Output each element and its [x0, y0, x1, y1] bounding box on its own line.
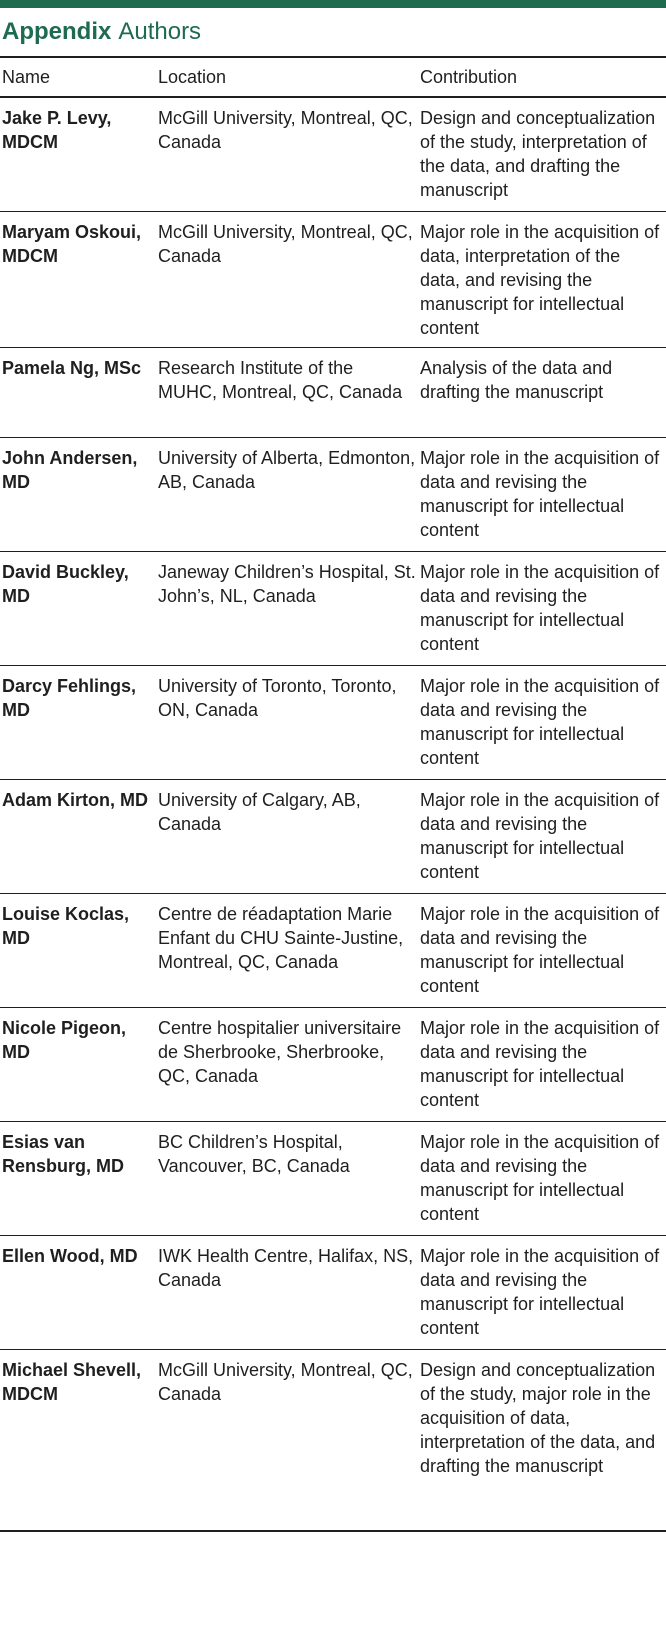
- author-contribution: Major role in the acquisition of data and revising the manuscript for intellectual content: [418, 1235, 666, 1349]
- author-name: Esias van Rensburg, MD: [0, 1121, 156, 1235]
- author-contribution: Major role in the acquisition of data and revising the manuscript for intellectual content: [418, 779, 666, 893]
- table-row: [0, 779, 666, 893]
- author-name: Ellen Wood, MD: [0, 1235, 156, 1349]
- author-contribution: Major role in the acquisition of data and revising the manuscript for intellectual content: [418, 551, 666, 665]
- author-location: University of Alberta, Edmonton, AB, Canada: [156, 437, 418, 551]
- table-row: [0, 97, 666, 211]
- author-location: IWK Health Centre, Halifax, NS, Canada: [156, 1235, 418, 1349]
- appendix-label: Appendix: [2, 18, 112, 45]
- author-name: Darcy Fehlings, MD: [0, 665, 156, 779]
- author-location: McGill University, Montreal, QC, Canada: [156, 1349, 418, 1531]
- author-contribution: Design and conceptualization of the study, interpretation of the data, and drafting the manuscript: [418, 97, 666, 211]
- appendix-title: Authors: [118, 18, 202, 45]
- author-location: McGill University, Montreal, QC, Canada: [156, 211, 418, 347]
- author-contribution: Major role in the acquisition of data and revising the manuscript for intellectual content: [418, 665, 666, 779]
- author-name: John Andersen, MD: [0, 437, 156, 551]
- author-location: McGill University, Montreal, QC, Canada: [156, 97, 418, 211]
- column-header-contribution: Contribution: [418, 57, 666, 97]
- author-contribution: Major role in the acquisition of data, interpretation of the data, and revising the manuscript for intellectual content: [418, 211, 666, 347]
- author-location: University of Calgary, AB, Canada: [156, 779, 418, 893]
- author-contribution: Major role in the acquisition of data and revising the manuscript for intellectual content: [418, 893, 666, 1007]
- author-contribution: Major role in the acquisition of data and revising the manuscript for intellectual content: [418, 437, 666, 551]
- column-header-location: Location: [156, 57, 418, 97]
- column-header-name: Name: [0, 57, 156, 97]
- author-contribution: Major role in the acquisition of data and revising the manuscript for intellectual content: [418, 1121, 666, 1235]
- author-name: Maryam Oskoui, MDCM: [0, 211, 156, 347]
- authors-table: [0, 56, 666, 1532]
- table-row: [0, 893, 666, 1007]
- author-location: Centre de réadaptation Marie Enfant du CHU Sainte-Justine, Montreal, QC, Canada: [156, 893, 418, 1007]
- table-row: [0, 437, 666, 551]
- table-row: [0, 1349, 666, 1531]
- table-header-row: [0, 57, 666, 97]
- author-location: University of Toronto, Toronto, ON, Canada: [156, 665, 418, 779]
- table-row: [0, 211, 666, 347]
- author-location: BC Children’s Hospital, Vancouver, BC, Canada: [156, 1121, 418, 1235]
- table-row: [0, 551, 666, 665]
- author-name: Pamela Ng, MSc: [0, 347, 156, 437]
- author-contribution: Analysis of the data and drafting the manuscript: [418, 347, 666, 437]
- table-row: [0, 1007, 666, 1121]
- table-row: [0, 665, 666, 779]
- author-location: Janeway Children’s Hospital, St. John’s, NL, Canada: [156, 551, 418, 665]
- author-name: Jake P. Levy, MDCM: [0, 97, 156, 211]
- table-row: [0, 347, 666, 437]
- author-location: Centre hospitalier universitaire de Sherbrooke, Sherbrooke, QC, Canada: [156, 1007, 418, 1121]
- table-row: [0, 1121, 666, 1235]
- author-location: Research Institute of the MUHC, Montreal, QC, Canada: [156, 347, 418, 437]
- author-name: Nicole Pigeon, MD: [0, 1007, 156, 1121]
- table-row: [0, 1235, 666, 1349]
- author-contribution: Design and conceptualization of the study, major role in the acquisition of data, interpretation of the data, and drafting the manuscript: [418, 1349, 666, 1531]
- top-accent-rule: [0, 0, 666, 8]
- author-name: Louise Koclas, MD: [0, 893, 156, 1007]
- author-name: Adam Kirton, MD: [0, 779, 156, 893]
- author-name: David Buckley, MD: [0, 551, 156, 665]
- author-contribution: Major role in the acquisition of data and revising the manuscript for intellectual content: [418, 1007, 666, 1121]
- author-name: Michael Shevell, MDCM: [0, 1349, 156, 1531]
- page-title: [0, 8, 666, 56]
